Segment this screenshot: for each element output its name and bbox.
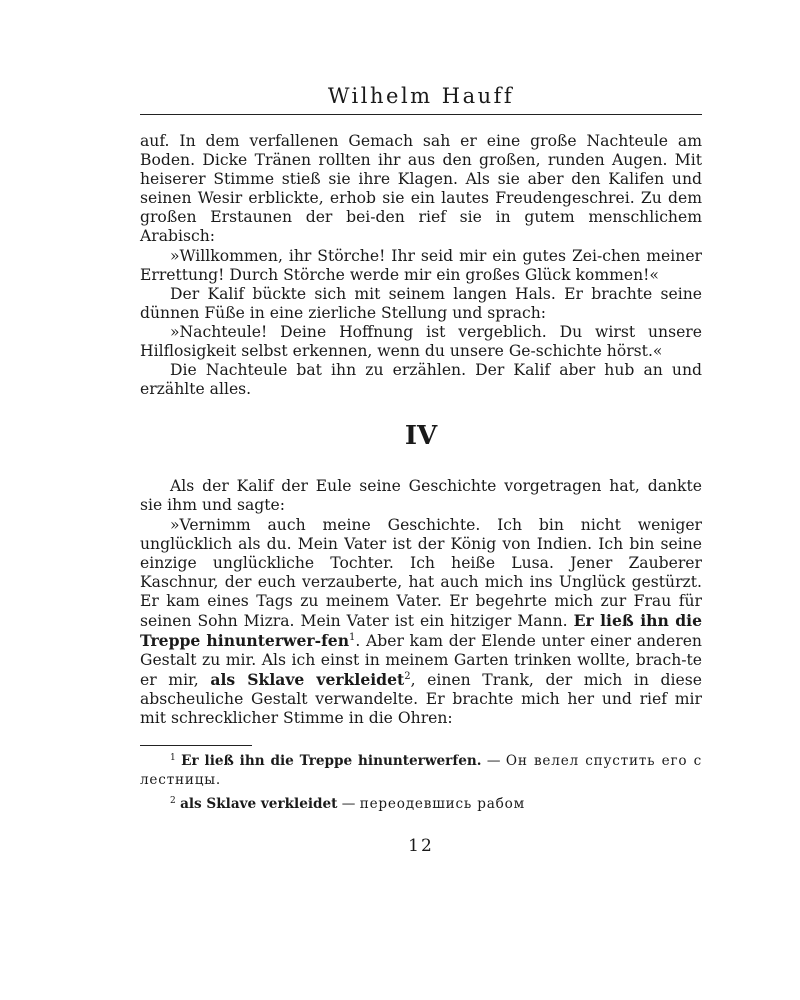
footnote-ref[interactable]: 1 xyxy=(349,632,356,644)
footnote-ref[interactable]: 2 xyxy=(404,671,411,683)
paragraph: auf. In dem verfallenen Gemach sah er eine große Nachteule am Boden. Dicke Tränen rollten ihr aus den großen, runden Augen. Mit heiserer Stimme stieß sie ihre Klagen. Als sie aber den Kalifen und seinen Wesir erblickte, erhob sie ein lautes Freudengeschrei. Zu dem großen Erstaunen der bei-den rief sie in gutem menschlichem Arabisch: xyxy=(140,132,702,246)
footnote-term: Er ließ ihn die Treppe hinunterwerfen. xyxy=(181,752,482,769)
footnote-translation: Он велел спустить его с лестницы. xyxy=(140,752,703,788)
paragraph: Die Nachteule bat ihn zu erzählen. Der Kalif aber hub an und erzählte alles. xyxy=(140,361,702,399)
running-head-author: Wilhelm Hauff xyxy=(140,84,702,115)
bold-phrase: als Sklave verkleidet xyxy=(210,670,405,690)
paragraph: Der Kalif bückte sich mit seinem langen Hals. Er brachte seine dünnen Füße in eine zierliche Stellung und sprach: xyxy=(140,284,702,322)
paragraph: Als der Kalif der Eule seine Geschichte vorgetragen hat, dankte sie ihm und sagte: xyxy=(140,477,702,515)
chapter-heading: IV xyxy=(404,421,438,452)
footnote-dash: — xyxy=(337,795,360,812)
footnotes xyxy=(140,752,702,814)
paragraph: »Nachteule! Deine Hoffnung ist vergeblich. Du wirst unsere Hilflosigkeit selbst erkennen, wenn du unsere Ge-schichte hörst.« xyxy=(140,322,702,361)
page-number: 12 xyxy=(408,835,434,856)
footnote-divider xyxy=(140,745,252,746)
body-text-top xyxy=(140,132,702,399)
footnote-marker: 1 xyxy=(170,752,176,763)
footnote-dash: — xyxy=(481,752,506,769)
text-run: . Aber kam der Elende unter einer anderen Gestalt zu mir. Als ich einst in meinem Garten trinken wollte, brach-te er mir, xyxy=(140,632,702,690)
footnote xyxy=(140,795,702,814)
book-page xyxy=(140,84,702,856)
text-run: , einen Trank, der mich in diese abscheuliche Gestalt verwandelte. Er brachte mich her und rief mir mit schrecklicher Stimme in die Ohren: xyxy=(140,671,702,728)
bold-phrase: Er ließ ihn die Treppe hinunterwer-fen xyxy=(140,610,702,651)
text-run: »Vernimm auch meine Geschichte. Ich bin nicht weniger unglücklich als du. Mein Vater ist der König von Indien. Ich bin seine einzige unglückliche Tochter. Ich heiße Lusa. Jener Zauberer Kaschnur, der euch verzauberte, hat auch mich ins Unglück gestürzt. Er kam eines Tags zu meinem Vater. Er begehrte mich zur Frau für seinen Sohn Mizra. Mein Vater ist ein hitziger Mann. xyxy=(140,515,702,630)
body-text-chapter xyxy=(140,477,702,728)
footnote xyxy=(140,752,702,790)
footnote-term: als Sklave verkleidet xyxy=(180,795,338,812)
paragraph: »Willkommen, ihr Störche! Ihr seid mir ein gutes Zei-chen meiner Errettung! Durch Störche werde mir ein großes Glück kommen!« xyxy=(140,246,702,284)
footnote-marker: 2 xyxy=(170,795,176,806)
footnote-translation: переодевшись рабом xyxy=(359,795,525,812)
paragraph xyxy=(140,516,702,729)
